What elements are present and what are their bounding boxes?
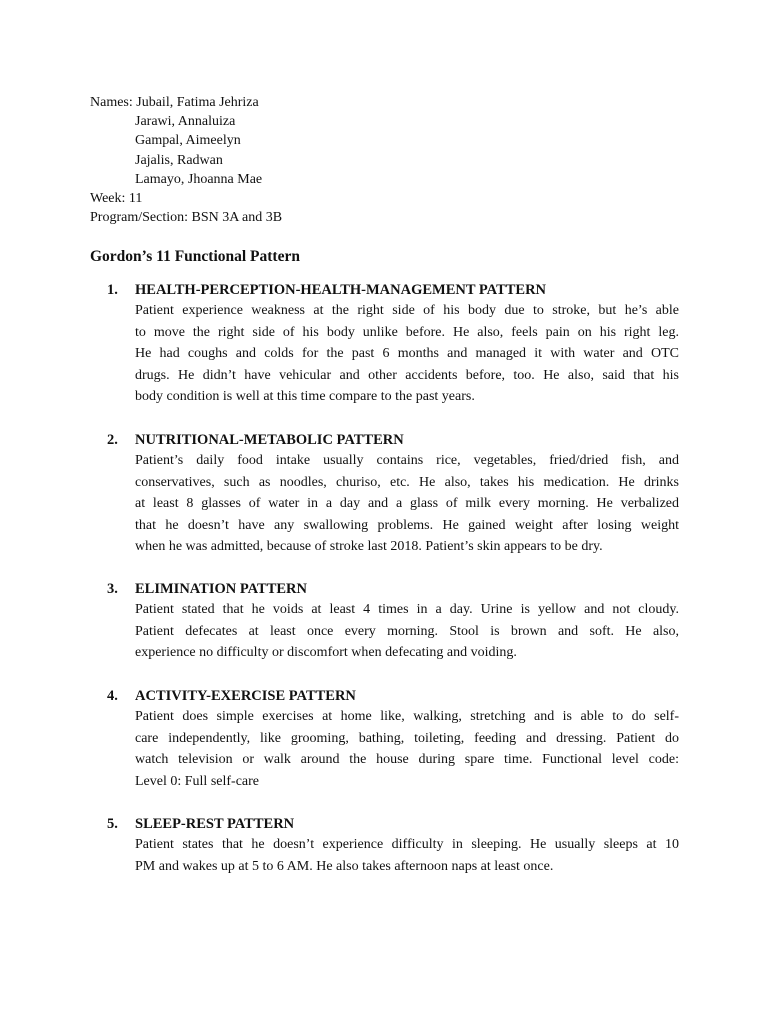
- body-line: He had coughs and colds for the past 6 months and managed it with water and OTC: [135, 346, 679, 362]
- pattern-section-2: [107, 430, 679, 558]
- pattern-section-3: [107, 579, 679, 664]
- section-number: 4.: [107, 688, 118, 704]
- pattern-section-5: [107, 814, 679, 877]
- body-line: Patient stated that he voids at least 4 times in a day. Urine is yellow and not cloudy.: [135, 602, 679, 617]
- name-entry: Jubail, Fatima Jehriza: [136, 95, 259, 110]
- body-line: experience no difficulty or discomfort when defecating and voiding.: [135, 645, 517, 661]
- program-section-line: Program/Section: BSN 3A and 3B: [90, 210, 283, 226]
- body-line: at least 8 glasses of water in a day and a glass of milk every morning. He verbalized: [135, 496, 679, 512]
- section-heading: [107, 686, 679, 706]
- body-line: watch television or walk around the house during spare time. Functional level code:: [135, 752, 679, 768]
- section-number: 2.: [107, 432, 118, 448]
- name-entry: Lamayo, Jhoanna Mae: [135, 171, 263, 187]
- body-line: Patient’s daily food intake usually contains rice, vegetables, fried/dried fish, and: [135, 453, 679, 468]
- body-line: conservatives, such as noodles, churiso, etc. He also, takes his medication. He drinks: [135, 474, 679, 490]
- pattern-section-4: [107, 686, 679, 792]
- body-line: care independently, like grooming, bathing, toileting, feeding and dressing. Patient do: [135, 730, 679, 746]
- names-label: Names:: [90, 95, 133, 110]
- section-number: 1.: [107, 282, 118, 298]
- section-title: HEALTH-PERCEPTION-HEALTH-MANAGEMENT PATTERN: [135, 282, 547, 298]
- section-body: [135, 599, 679, 664]
- student-info-block: [90, 93, 650, 227]
- body-line: Patient defecates at least once every morning. Stool is brown and soft. He also,: [135, 623, 679, 639]
- section-heading: [107, 430, 679, 450]
- body-line: Patient experience weakness at the right side of his body due to stroke, but he’s able: [135, 303, 679, 318]
- body-line: when he was admitted, because of stroke last 2018. Patient’s skin appears to be dry.: [135, 539, 603, 555]
- section-heading: [107, 579, 679, 599]
- name-entry: Jajalis, Radwan: [135, 152, 223, 168]
- pattern-section-1: [107, 280, 679, 408]
- name-entry: Gampal, Aimeelyn: [135, 133, 241, 149]
- section-title: NUTRITIONAL-METABOLIC PATTERN: [135, 432, 404, 448]
- section-body: [135, 834, 679, 877]
- document-title: Gordon’s 11 Functional Pattern: [90, 248, 300, 265]
- section-body: [135, 300, 679, 408]
- names-line: [90, 93, 650, 112]
- section-body: [135, 450, 679, 558]
- section-title: SLEEP-REST PATTERN: [135, 816, 295, 832]
- body-line: Level 0: Full self-care: [135, 773, 260, 789]
- section-body: [135, 706, 679, 792]
- body-line: to move the right side of his body unlike before. He also, feels pain on his right leg.: [135, 324, 679, 340]
- body-line: Patient does simple exercises at home like, walking, stretching and is able to do self-: [135, 709, 679, 724]
- section-number: 5.: [107, 816, 118, 832]
- body-line: body condition is well at this time compare to the past years.: [135, 389, 475, 405]
- section-number: 3.: [107, 581, 118, 597]
- section-title: ELIMINATION PATTERN: [135, 581, 308, 597]
- week-line: Week: 11: [90, 191, 143, 207]
- body-line: Patient states that he doesn’t experience difficulty in sleeping. He usually sleeps at 10: [135, 837, 679, 852]
- name-entry: Jarawi, Annaluiza: [135, 114, 236, 130]
- body-line: drugs. He didn’t have vehicular and other accidents before, too. He also, said that his: [135, 367, 679, 383]
- body-line: that he doesn’t have any swallowing problems. He gained weight after losing weight: [135, 517, 679, 533]
- body-line: PM and wakes up at 5 to 6 AM. He also takes afternoon naps at least once.: [135, 858, 554, 874]
- section-title: ACTIVITY-EXERCISE PATTERN: [135, 688, 356, 704]
- section-heading: [107, 280, 679, 300]
- section-heading: [107, 814, 679, 834]
